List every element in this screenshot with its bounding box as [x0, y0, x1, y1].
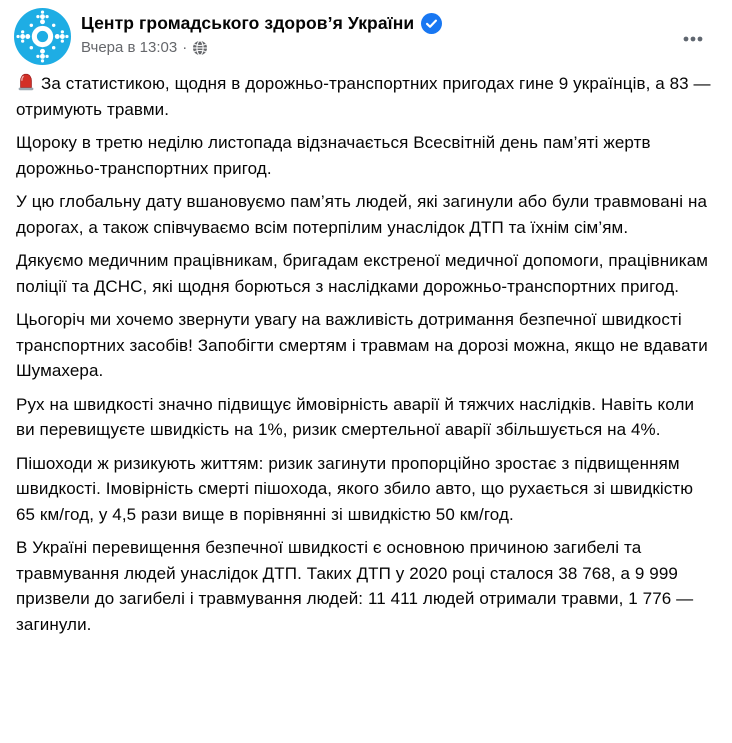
- three-dots-icon: [682, 28, 704, 50]
- post-paragraph-text: За статистикою, щодня в дорожньо-транспортних пригодах гине 9 українців, а 83 — отримують травми.: [16, 74, 711, 119]
- phc-ukraine-logo-icon: [14, 8, 71, 65]
- police-beacon-icon: [16, 72, 36, 92]
- page-avatar[interactable]: [14, 8, 71, 65]
- header-info: [81, 8, 676, 56]
- more-options-button[interactable]: [676, 22, 710, 56]
- post-paragraph: Щороку в третю неділю листопада відзначається Всесвітній день пам’яті жертв дорожньо-транспортних пригод.: [16, 133, 651, 178]
- post-paragraph: Пішоходи ж ризикують життям: ризик загинути пропорційно зростає з підвищенням швидкості. Імовірність смерті пішохода, якого збило авто, що рухається зі швидкістю 65 км/год, у 4,5 рази вище в порівнянні зі швидкістю 50 км/год.: [16, 453, 694, 524]
- meta-separator: ·: [182, 39, 188, 56]
- post-paragraph: Цьогоріч ми хочемо звернути увагу на важливість дотримання безпечної швидкості транспортних засобів! Запобігти смертям і травмам на дорозі можна, якщо не вдавати Шумахера.: [16, 310, 708, 380]
- page-name-row: [81, 13, 676, 34]
- globe-privacy-icon: [192, 40, 208, 56]
- post-paragraph: У цю глобальну дату вшановуємо пам’ять людей, які загинули або були травмовані на дорогах, а також співчуваємо всім потерпілим унаслідок ДТП та їхнім сім’ям.: [16, 192, 708, 237]
- post-header: [0, 0, 732, 65]
- page-name-link[interactable]: Центр громадського здоров’я України: [81, 13, 415, 33]
- post-meta-row: [81, 39, 676, 56]
- post-body: [0, 65, 732, 637]
- post-paragraph: В Україні перевищення безпечної швидкості є основною причиною загибелі та травмування людей унаслідок ДТП. Таких ДТП у 2020 році сталося 38 768, а 9 999 призвели до загибелі і травмування людей: 11 411 людей отримали травми, 1 776 — загинули.: [16, 538, 694, 634]
- post-paragraph: [16, 71, 716, 122]
- post-paragraph: Дякуємо медичним працівникам, бригадам екстреної медичної допомоги, працівникам поліції та ДСНС, які щодня борються з наслідками дорожньо-транспортних пригод.: [16, 251, 709, 296]
- post-timestamp[interactable]: Вчера в 13:03: [81, 39, 178, 56]
- verified-badge-icon: [421, 13, 442, 34]
- post-paragraph: Рух на швидкості значно підвищує ймовірність аварії й тяжчих наслідків. Навіть коли ви перевищуєте швидкість на 1%, ризик смертельної аварії збільшується на 4%.: [16, 394, 695, 439]
